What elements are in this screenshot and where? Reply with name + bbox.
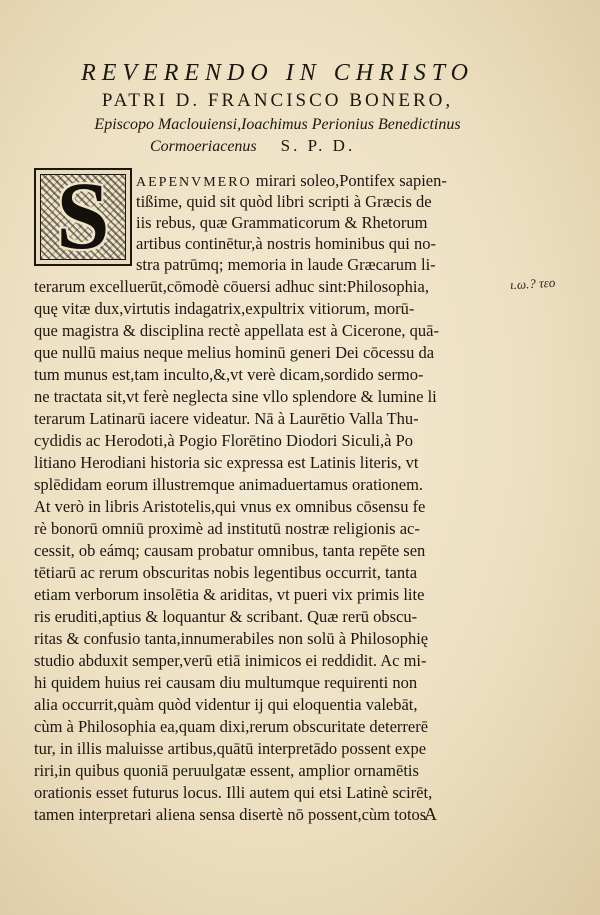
text-line: alia occurrit,quàm quòd videntur ij qui eloquentia valebāt, xyxy=(34,695,418,714)
text-line: studio abduxit semper,verū etiā inimicos ei reddidit. Ac mi- xyxy=(34,651,427,670)
text-line: terarum excelluerūt,cōmodè cōuersi adhuc sint:Philosophia, xyxy=(34,277,429,296)
text-line: stra patrūmq; memoria in laude Græcarum li- xyxy=(136,255,436,274)
text-line: quę vitæ dux,virtutis indagatrix,expultrix vitiorum, morū- xyxy=(34,299,415,318)
text-line: tamen interpretari aliena sensa disertè nō possent,cùm totos xyxy=(34,805,427,824)
text-line: cydidis ac Herodoti,à Pogio Florētino Diodori Siculi,à Po xyxy=(34,431,414,450)
text-line: que magistra & disciplina rectè appellata est à Cicerone, quā- xyxy=(34,321,439,340)
text-line: tētiarū ac rerum obscuritas nobis legentibus occurrit, tanta xyxy=(34,563,418,582)
text-line: AEPENVMERO mirari soleo,Pontifex sapien- xyxy=(136,171,447,190)
text-line: ritas & confusio tanta,innumerabiles non solū à Philosophię xyxy=(34,629,429,648)
text-line: que nullū maius neque melius hominū generi Dei cōcessu da xyxy=(34,343,435,362)
text-line: tum munus est,tam inculto,&,vt verè dicam,sordido sermo- xyxy=(34,365,424,384)
text-line: rè bonorū omniū proximè ad institutū nostræ religionis ac- xyxy=(34,519,420,538)
text-line: splēdidam eorum illustremque animaduertamus orationem. xyxy=(34,475,424,494)
author-origin-name: Cormoeriacenus xyxy=(150,138,257,155)
dedication-recipient: PATRI D. FRANCISCO BONERO, xyxy=(101,90,454,111)
text-line: hi quidem huius rei causam diu multumque requirenti non xyxy=(34,673,418,692)
signature-mark: A xyxy=(424,804,437,824)
text-line: artibus continētur,à nostris hominibus qui no- xyxy=(136,234,436,253)
handwritten-margin-note: ι.ω.? τεο xyxy=(509,274,556,293)
text-line: tißime, quid sit quòd libri scripti à Græcis de xyxy=(136,192,432,211)
decorated-initial xyxy=(34,168,132,266)
text-line: litiano Herodiani historia sic expressa est Latinis literis, vt xyxy=(34,453,419,472)
salutation-abbreviation: S. P. D. xyxy=(280,136,356,155)
text-line: riri,in quibus quoniā peruulgatæ essent, amplior ornamētis xyxy=(34,761,419,780)
text-line: At verò in libris Aristotelis,qui vnus ex omnibus cōsensu fe xyxy=(34,497,426,516)
text-line: ris eruditi,aptius & loquantur & scribant. Quæ rerū obscu- xyxy=(34,607,418,626)
text-line: iis rebus, quæ Grammaticorum & Rhetorum xyxy=(136,213,428,232)
text-line: cessit, ob eámq; causam probatur omnibus, tanta repēte sen xyxy=(34,541,426,560)
text-line: ne tractata sit,vt ferè neglecta sine vllo splendore & lumine li xyxy=(34,387,437,406)
text-line: etiam verborum insolētia & ariditas, vt pueri vix primis lite xyxy=(34,585,425,604)
text-line: tur, in illis maluisse artibus,quātū interpretādo possent expe xyxy=(34,739,427,758)
dedication-author-origin xyxy=(150,136,450,156)
text-line: cùm à Philosophia ea,quam dixi,rerum obscuritate deterrerē xyxy=(34,717,429,736)
text-line: terarum Latinarū iacere videatur. Nā à Laurētio Valla Thu- xyxy=(34,409,419,428)
dedication-title: REVERENDO IN CHRISTO xyxy=(81,60,474,86)
dedication-author: Episcopo Maclouiensi,Ioachimus Perionius Benedictinus xyxy=(94,116,461,133)
text-line: orationis esset futurus locus. Illi autem qui etsi Latinè scirēt, xyxy=(34,783,433,802)
first-word: AEPENVMERO xyxy=(136,175,252,190)
initial-letter: S xyxy=(56,168,110,266)
